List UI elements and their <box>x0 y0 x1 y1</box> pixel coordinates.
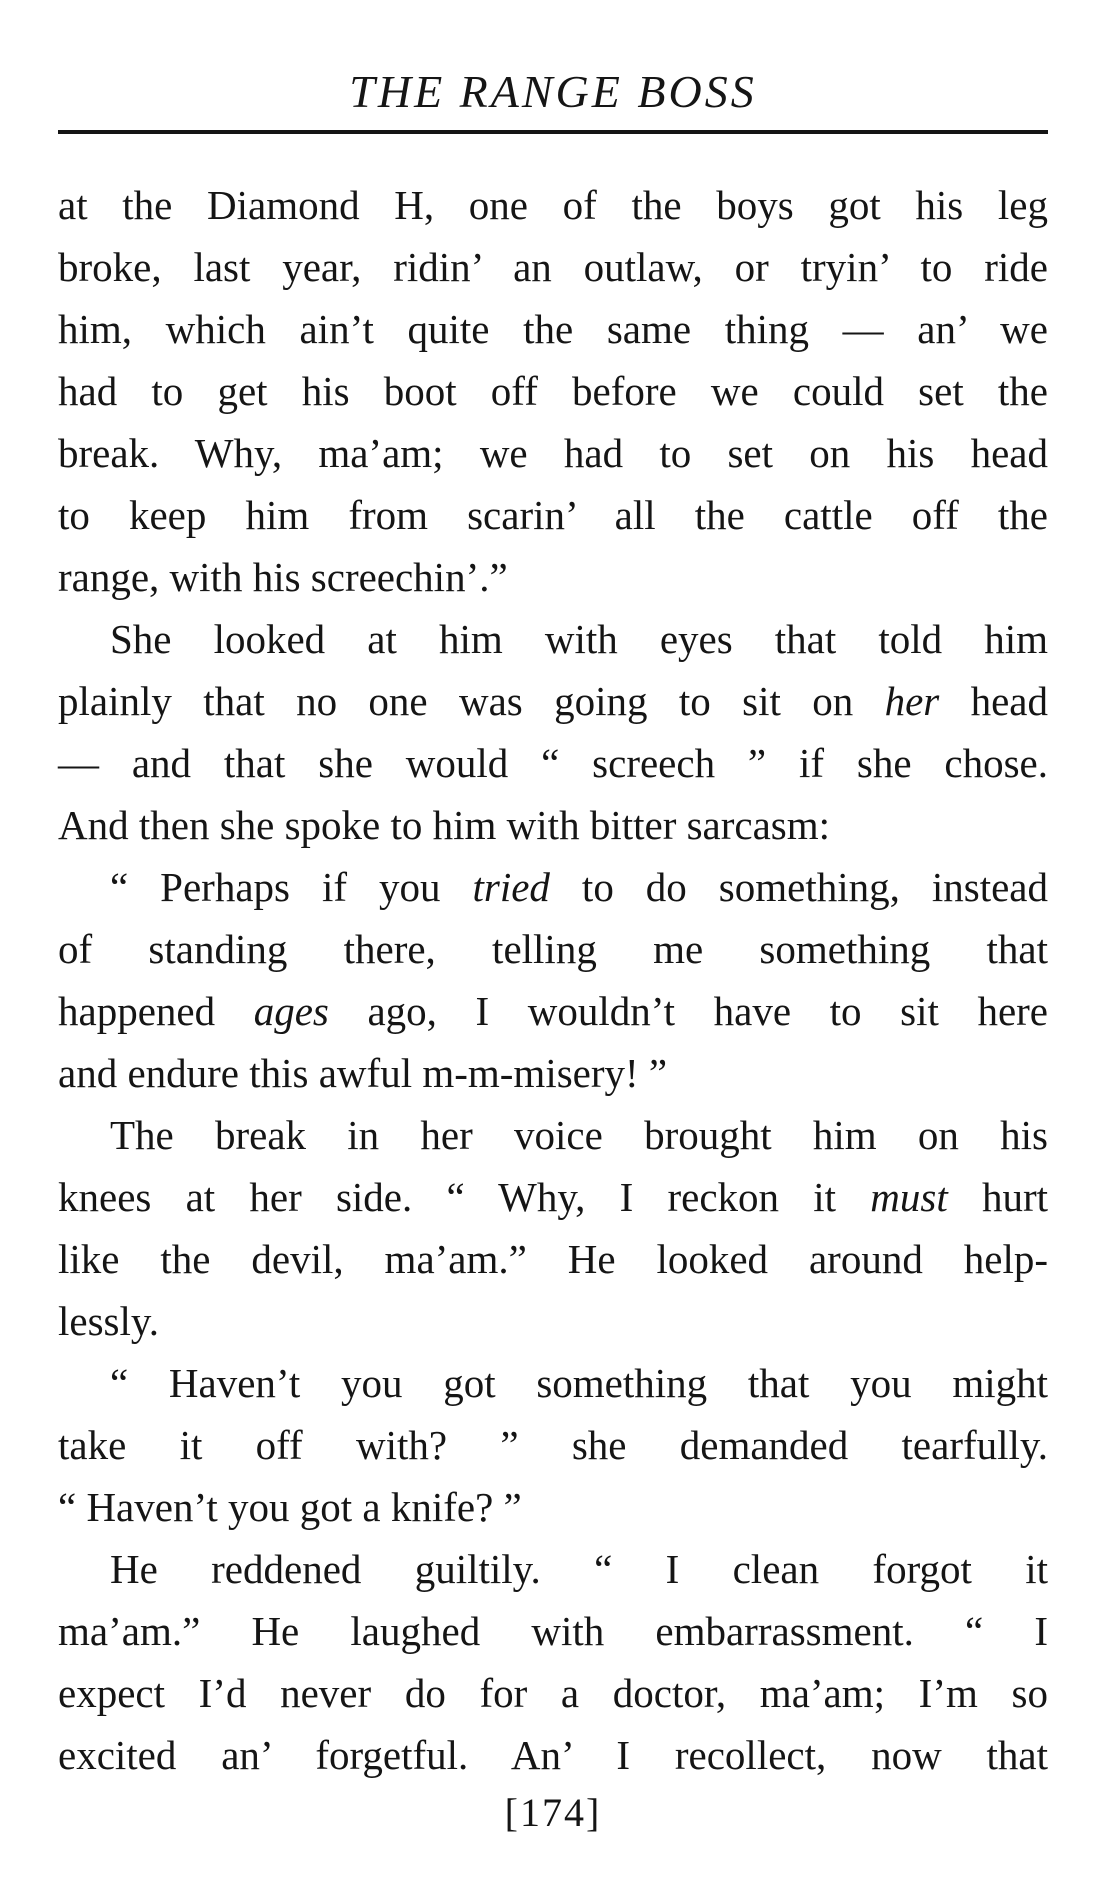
body-text <box>58 174 1048 1786</box>
text-segment: lessly. <box>58 1298 159 1344</box>
text-line <box>58 1352 1048 1414</box>
text-segment: excited an’ forgetful. An’ I recollect, now that <box>58 1732 1048 1778</box>
text-segment: had to get his boot off before we could set the <box>58 368 1048 414</box>
text-line <box>58 1414 1048 1476</box>
text-line <box>58 236 1048 298</box>
running-head: THE RANGE BOSS <box>349 66 757 117</box>
text-line <box>58 546 1048 608</box>
text-line <box>58 1600 1048 1662</box>
text-line <box>58 980 1048 1042</box>
text-segment: knees at her side. “ Why, I reckon it <box>58 1174 871 1220</box>
text-line <box>58 732 1048 794</box>
italic-text: tried <box>472 864 550 910</box>
text-line <box>58 1476 1048 1538</box>
text-segment: And then she spoke to him with bitter sarcasm: <box>58 802 831 848</box>
text-segment: The break in her voice brought him on his <box>110 1112 1048 1158</box>
text-segment: plainly that no one was going to sit on <box>58 678 885 724</box>
text-segment: ago, I wouldn’t have to sit here <box>328 988 1049 1034</box>
text-segment: of standing there, telling me something that <box>58 926 1048 972</box>
text-segment: him, which ain’t quite the same thing — an’ we <box>58 306 1048 352</box>
text-segment: — and that she would “ screech ” if she chose. <box>58 740 1048 786</box>
text-line <box>58 1662 1048 1724</box>
text-segment: like the devil, ma’am.” He looked around help- <box>58 1236 1048 1282</box>
text-line <box>58 484 1048 546</box>
text-line <box>58 608 1048 670</box>
text-line <box>58 856 1048 918</box>
italic-text: her <box>884 678 940 724</box>
italic-text: ages <box>253 988 329 1034</box>
text-line <box>58 1042 1048 1104</box>
text-line <box>58 918 1048 980</box>
text-line <box>58 360 1048 422</box>
text-segment: head <box>939 678 1048 724</box>
text-segment: hurt <box>947 1174 1049 1220</box>
text-line <box>58 298 1048 360</box>
text-segment: and endure this awful m-m-misery! ” <box>58 1050 668 1096</box>
text-segment: to do something, instead <box>549 864 1048 910</box>
text-segment: “ Haven’t you got something that you might <box>110 1360 1048 1406</box>
text-segment: She looked at him with eyes that told him <box>110 616 1048 662</box>
text-segment: broke, last year, ridin’ an outlaw, or tryin’ to ride <box>58 244 1048 290</box>
text-line <box>58 670 1048 732</box>
text-segment: “ Perhaps if you <box>110 864 473 910</box>
text-segment: at the Diamond H, one of the boys got his leg <box>58 182 1048 228</box>
text-segment: to keep him from scarin’ all the cattle off the <box>58 492 1048 538</box>
text-segment: range, with his screechin’.” <box>58 554 508 600</box>
text-segment: He reddened guiltily. “ I clean forgot it <box>110 1546 1048 1592</box>
page-number: [174] <box>504 1790 602 1835</box>
text-line <box>58 1538 1048 1600</box>
text-line <box>58 794 1048 856</box>
text-line <box>58 1290 1048 1352</box>
text-line <box>58 1724 1048 1786</box>
text-line <box>58 422 1048 484</box>
text-line <box>58 1166 1048 1228</box>
text-segment: break. Why, ma’am; we had to set on his head <box>58 430 1048 476</box>
text-line <box>58 1228 1048 1290</box>
header-rule <box>58 130 1048 134</box>
book-page <box>58 0 1048 1885</box>
text-segment: expect I’d never do for a doctor, ma’am; I’m so <box>58 1670 1048 1716</box>
italic-text: must <box>870 1174 948 1220</box>
text-segment: take it off with? ” she demanded tearfully. <box>58 1422 1048 1468</box>
text-line <box>58 1104 1048 1166</box>
text-segment: “ Haven’t you got a knife? ” <box>58 1484 522 1530</box>
text-segment: happened <box>58 988 254 1034</box>
text-line <box>58 174 1048 236</box>
text-segment: ma’am.” He laughed with embarrassment. “ I <box>58 1608 1048 1654</box>
